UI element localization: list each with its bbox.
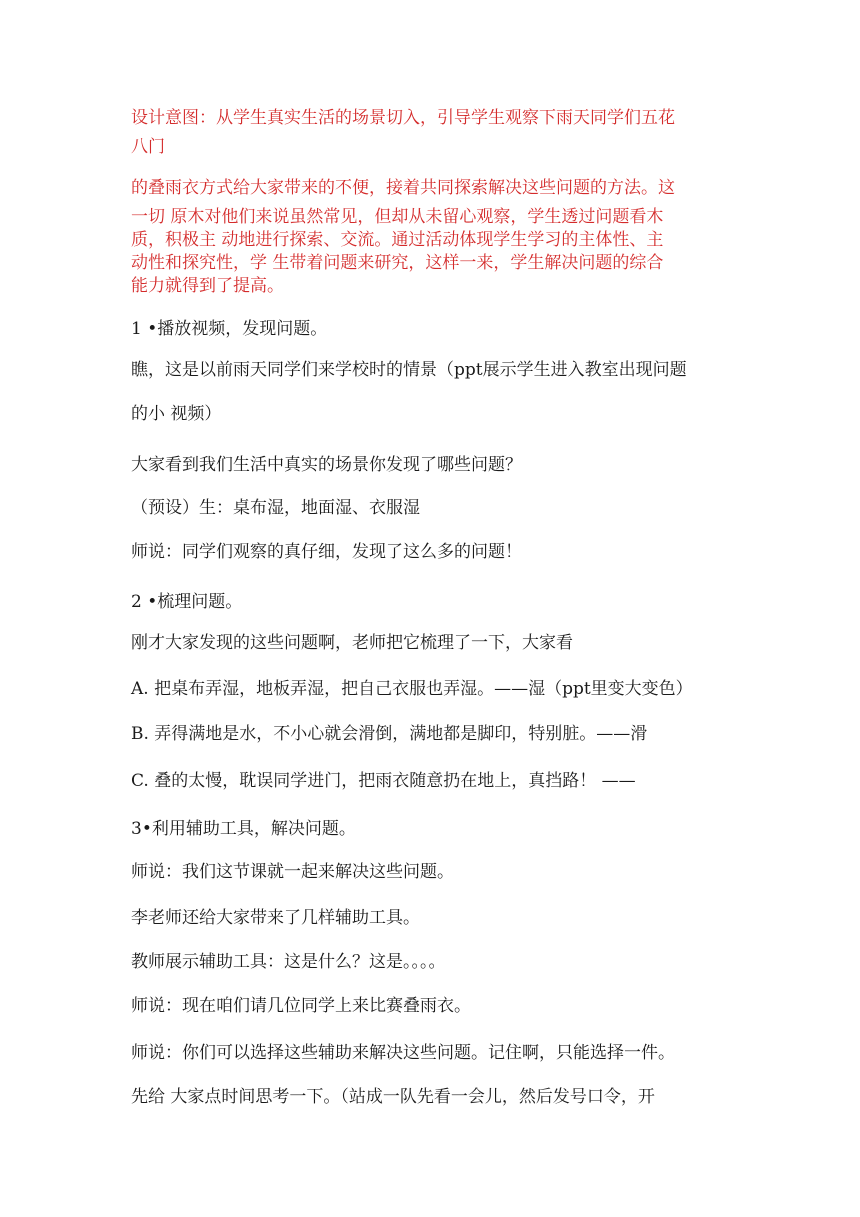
section-heading-2: 2 •梳理问题。 [131,592,243,612]
body-line: 师说：我们这节课就一起来解决这些问题。 [131,862,454,882]
body-line: （预设）生：桌布湿，地面湿、衣服湿 [131,498,420,518]
body-line: 瞧，这是以前雨天同学们来学校时的情景（ppt展示学生进入教室出现问题 [131,360,687,380]
section-heading-1: 1 •播放视频，发现问题。 [131,319,328,339]
list-item-c: C. 叠的太慢，耽误同学进门，把雨衣随意扔在地上，真挡路！ —— [131,771,636,791]
design-intent-para-line-4: 动性和探究性，学 生带着问题来研究，这样一来，学生解决问题的综合 [131,253,664,273]
body-line: 刚才大家发现的这些问题啊，老师把它梳理了一下，大家看 [131,633,573,653]
design-intent-para-line-2: 一切 原木对他们来说虽然常见，但却从未留心观察，学生透过问题看木 [131,207,664,227]
design-intent-line-1: 设计意图：从学生真实生活的场景切入，引导学生观察下雨天同学们五花 [131,108,675,128]
body-line: 师说：同学们观察的真仔细，发现了这么多的问题！ [131,542,522,562]
section-heading-3: 3•利用辅助工具，解决问题。 [131,819,356,839]
body-line: 的小 视频） [131,404,222,424]
list-item-b: B. 弄得满地是水，不小心就会滑倒，满地都是脚印，特别脏。——滑 [131,724,648,744]
body-line: 李老师还给大家带来了几样辅助工具。 [131,908,420,928]
body-line: 师说：现在咱们请几位同学上来比赛叠雨衣。 [131,996,471,1016]
body-line: 师说：你们可以选择这些辅助来解决这些问题。记住啊，只能选择一件。 [131,1043,675,1063]
design-intent-para-line-3: 质，积极主 动地进行探索、交流。通过活动体现学生学习的主体性、主 [131,230,664,250]
body-line: 大家看到我们生活中真实的场景你发现了哪些问题？ [131,455,522,475]
design-intent-para-line-1: 的叠雨衣方式给大家带来的不便，接着共同探索解决这些问题的方法。这 [131,178,675,198]
list-item-a: A. 把桌布弄湿，地板弄湿，把自己衣服也弄湿。——湿（ppt里变大变色） [131,679,693,699]
body-line: 先给 大家点时间思考一下。（站成一队先看一会儿，然后发号口令，开 [131,1087,655,1107]
body-line: 教师展示辅助工具：这是什么？这是。。。。 [131,952,446,972]
design-intent-para-line-5: 能力就得到了提高。 [131,276,284,296]
design-intent-line-2: 八门 [131,137,165,157]
